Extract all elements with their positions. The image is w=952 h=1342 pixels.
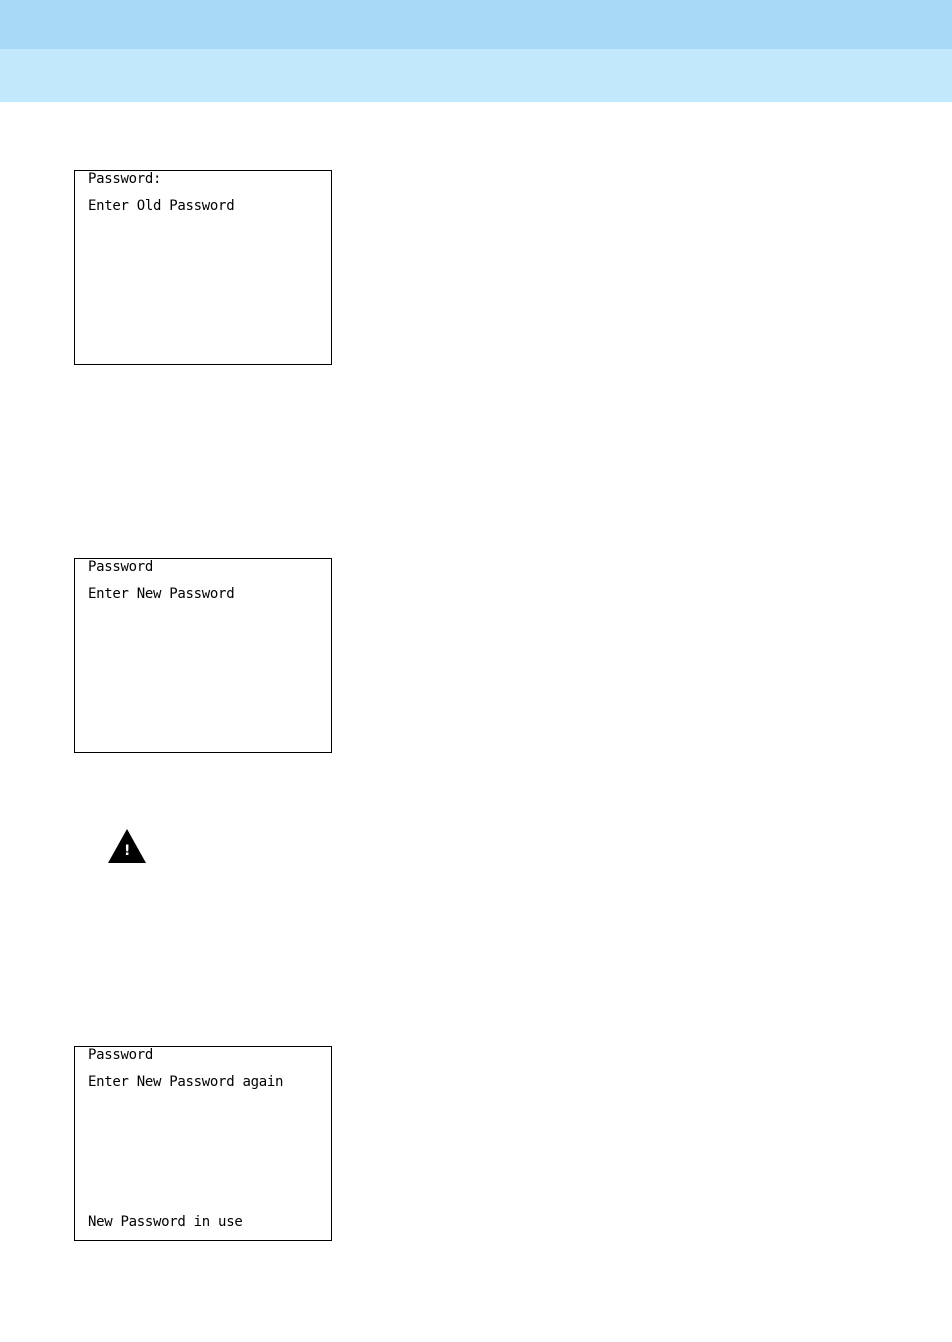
header-band-top: [0, 0, 952, 49]
header-band-bottom: [0, 49, 952, 102]
display-screen-new-password: [74, 558, 332, 753]
screen-title: Password: [88, 1047, 154, 1063]
warning-exclamation-mark: !: [124, 843, 131, 859]
screen-prompt: Enter Old Password: [88, 198, 235, 214]
screen-status: New Password in use: [88, 1214, 243, 1230]
screen-prompt: Enter New Password: [88, 586, 235, 602]
screen-title: Password: [88, 559, 154, 575]
display-screen-old-password: [74, 170, 332, 365]
screen-prompt: Enter New Password again: [88, 1074, 284, 1090]
display-screen-confirm-password: [74, 1046, 332, 1241]
screen-title: Password:: [88, 171, 162, 187]
